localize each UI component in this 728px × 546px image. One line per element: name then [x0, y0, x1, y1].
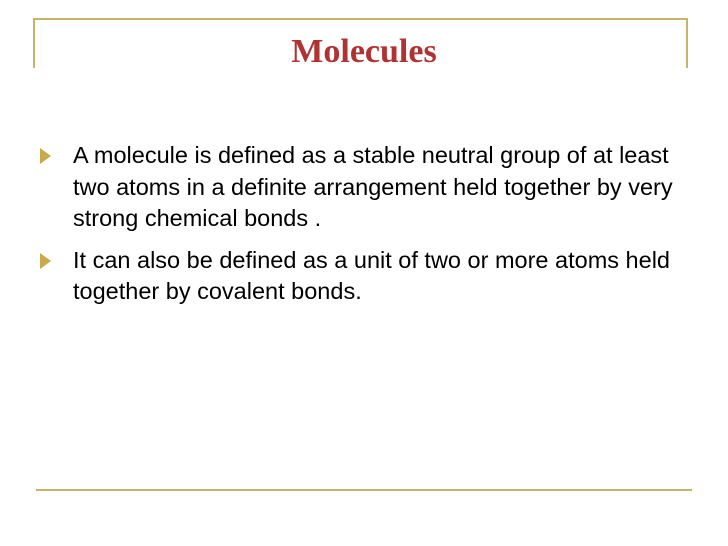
- bottom-rule-divider: [36, 489, 692, 491]
- triangle-bullet-icon: [40, 253, 51, 269]
- triangle-bullet-icon: [40, 148, 51, 164]
- slide-title-text: Molecules: [291, 33, 437, 70]
- bullet-list: [40, 140, 700, 318]
- bullet-item: [40, 140, 700, 235]
- top-rule-divider: [33, 18, 688, 20]
- slide-title: [0, 33, 728, 71]
- bullet-text: A molecule is defined as a stable neutral group of at least two atoms in a definite arrangement held together by very strong chemical bonds .: [73, 142, 673, 231]
- bullet-text: It can also be defined as a unit of two or more atoms held together by covalent bonds.: [73, 246, 670, 304]
- bullet-item: [40, 245, 700, 308]
